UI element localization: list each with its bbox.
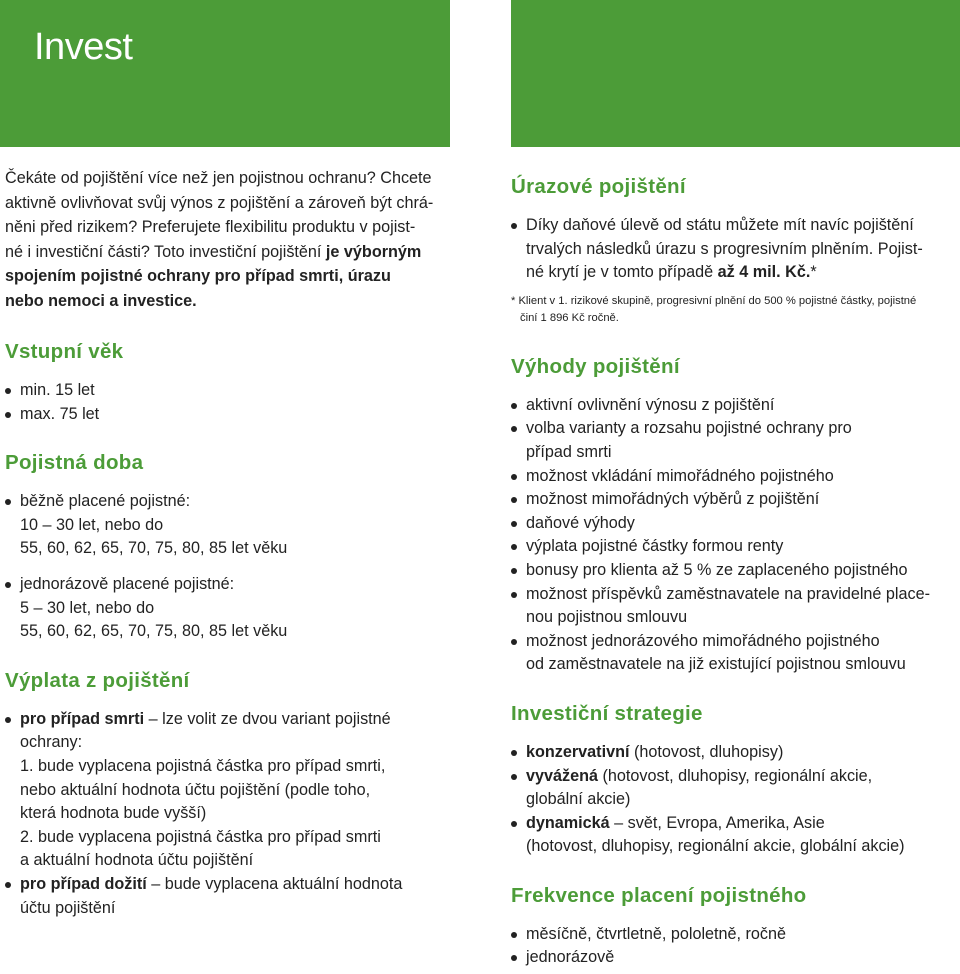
item-line: [20, 873, 455, 897]
option-line: nebo aktuální hodnota účtu pojištění (podle toho,: [20, 780, 371, 799]
intro-paragraph: [5, 166, 455, 313]
list-item: [5, 490, 455, 561]
heading-strategie: Investiční strategie: [511, 701, 703, 725]
list-item: jednorázově: [511, 946, 960, 970]
right-column: [511, 166, 960, 970]
item-line: [20, 708, 455, 732]
heading-urazove: Úrazové pojištění: [511, 175, 686, 198]
item-line: volba varianty a rozsahu pojistné ochrany pro: [526, 419, 852, 438]
strategie-list: [511, 741, 960, 859]
list-item: možnost vkládání mimořádného pojistného: [511, 465, 960, 489]
item-line: případ smrti: [526, 442, 612, 461]
vyhody-list: [511, 394, 960, 677]
item-bold: pro případ dožití: [20, 874, 147, 893]
item-line: trvalých následků úrazu s progresivním plněním. Pojist-: [526, 239, 923, 258]
urazove-list: [511, 214, 960, 285]
heading-pojistna-doba: Pojistná doba: [5, 451, 144, 475]
item-bold: konzervativní: [526, 742, 630, 761]
intro-bold: spojením pojistné ochrany pro případ smrti, úrazu: [5, 267, 391, 285]
item-line: 5 – 30 let, nebo do: [20, 598, 155, 617]
heading-vyhody: Výhody pojištění: [511, 354, 680, 378]
heading-vyplata: Výplata z pojištění: [5, 668, 190, 692]
list-item: [511, 765, 960, 812]
item-line: [526, 765, 960, 789]
footnote-line: činí 1 896 Kč ročně.: [520, 312, 619, 325]
intro-line: aktivně ovlivňovat svůj výnos z pojištění a zároveň být chrá-: [5, 193, 434, 212]
list-item: daňové výhody: [511, 512, 960, 536]
item-line: běžně placené pojistné:: [20, 492, 191, 511]
option-line: 1. bude vyplacena pojistná částka pro případ smrti,: [20, 756, 386, 775]
pojistna-doba-list: [5, 490, 455, 644]
item-line: 55, 60, 62, 65, 70, 75, 80, 85 let věku: [20, 539, 288, 558]
intro-line: né i investiční části? Toto investiční pojištění: [5, 242, 326, 261]
item-bold: vyvážená: [526, 766, 598, 785]
intro-bold: nebo nemoci a investice.: [5, 291, 197, 310]
list-item: [511, 630, 960, 677]
item-text: – lze volit ze dvou variant pojistné: [144, 709, 391, 728]
item-line: nou pojistnou smlouvu: [526, 608, 688, 627]
item-bold: dynamická: [526, 813, 610, 832]
item-line: od zaměstnavatele na již existující pojistnou smlouvu: [526, 655, 906, 674]
footnote: [511, 293, 960, 328]
item-line: 55, 60, 62, 65, 70, 75, 80, 85 let věku: [20, 622, 288, 641]
option-2: [20, 826, 455, 873]
item-bold: pro případ smrti: [20, 709, 145, 728]
frekvence-list: [511, 923, 960, 970]
list-item: [5, 573, 455, 644]
item-text: – bude vyplacena aktuální hodnota: [146, 874, 403, 893]
title-banner: [0, 0, 450, 147]
item-line: Díky daňové úlevě od státu můžete mít navíc pojištění: [526, 216, 914, 234]
heading-vstupni-vek: Vstupní věk: [5, 340, 124, 363]
item-line: 10 – 30 let, nebo do: [20, 515, 164, 534]
item-text: (hotovost, dluhopisy, regionální akcie,: [598, 766, 873, 785]
item-line: ochrany:: [20, 733, 83, 752]
intro-line: Čekáte od pojištění více než jen pojistnou ochranu? Chcete: [5, 169, 432, 187]
item-line: (hotovost, dluhopisy, regionální akcie, globální akcie): [526, 837, 905, 856]
list-item: [511, 417, 960, 464]
list-item: [5, 708, 455, 873]
item-text: – svět, Evropa, Amerika, Asie: [609, 813, 825, 832]
item-line: možnost příspěvků zaměstnavatele na pravidelné placе-: [526, 584, 931, 603]
footnote-mark: *: [810, 263, 817, 282]
left-column: [5, 166, 455, 920]
list-item: měsíčně, čtvrtletně, pololetně, ročně: [511, 923, 960, 947]
item-bold: až 4 mil. Kč.: [717, 263, 811, 282]
list-item: aktivní ovlivnění výnosu z pojištění: [511, 394, 960, 418]
heading-frekvence: Frekvence placení pojistného: [511, 883, 807, 907]
intro-bold: je výborným: [325, 242, 422, 261]
list-item: možnost mimořádných výběrů z pojištění: [511, 488, 960, 512]
option-1: [20, 755, 455, 826]
vyplata-list: [5, 708, 455, 920]
list-item: [5, 873, 455, 920]
list-item: výplata pojistné částky formou renty: [511, 535, 960, 559]
option-line: a aktuální hodnota účtu pojištění: [20, 851, 254, 870]
page-title: Invest: [34, 26, 133, 68]
item-text: né krytí je v tomto případě: [526, 263, 718, 282]
list-item: max. 75 let: [5, 403, 455, 427]
list-item: [511, 583, 960, 630]
option-line: 2. bude vyplacena pojistná částka pro případ smrti: [20, 827, 381, 846]
item-text: (hotovost, dluhopisy): [629, 742, 784, 761]
option-line: která hodnota bude vyšší): [20, 804, 207, 823]
list-item: [511, 812, 960, 859]
item-line: možnost jednorázového mimořádného pojistného: [526, 631, 880, 650]
item-line: [526, 261, 960, 285]
list-item: bonusy pro klienta až 5 % ze zaplaceného pojistného: [511, 559, 960, 583]
item-line: [526, 812, 960, 836]
item-line: globální akcie): [526, 790, 631, 809]
list-item: [511, 741, 960, 765]
list-item: [511, 214, 960, 285]
intro-line: něni před rizikem? Preferujete flexibilitu produktu v pojist-: [5, 218, 416, 236]
list-item: min. 15 let: [5, 379, 455, 403]
right-banner: [511, 0, 960, 147]
item-line: účtu pojištění: [20, 898, 116, 917]
item-line: jednorázově placené pojistné:: [20, 574, 235, 593]
vstupni-vek-list: [5, 379, 455, 426]
footnote-line: * Klient v 1. rizikové skupině, progresivní plnění do 500 % pojistné částky, pojistné: [511, 294, 917, 307]
